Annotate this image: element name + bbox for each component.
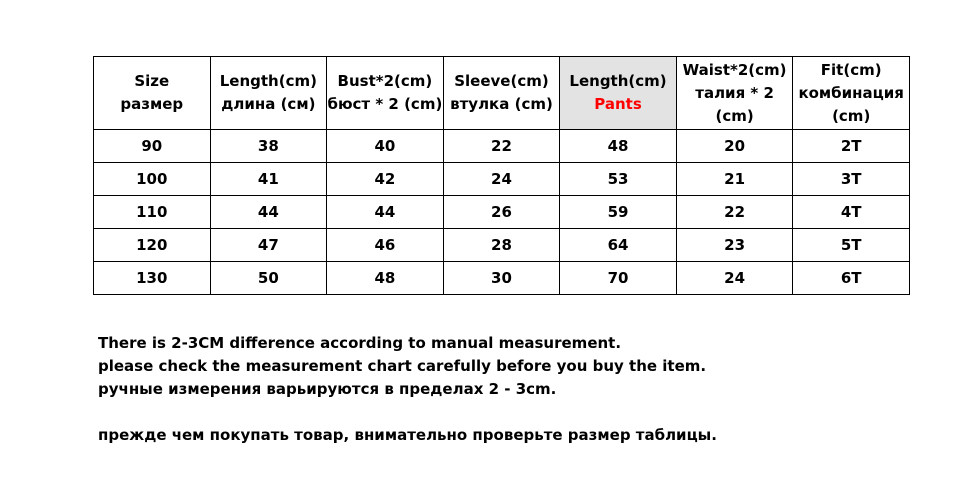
header-sleeve [443,57,560,130]
header-length-ru: длина (см) [221,95,316,113]
note-check-chart: please check the measurement chart carefully before you buy the item. [98,357,707,375]
cell-fit: 3T [793,163,910,196]
cell-size: 120 [94,229,211,262]
cell-size: 130 [94,262,211,295]
cell-length: 50 [210,262,327,295]
header-pants-label: Pants [594,95,642,113]
cell-sleeve: 26 [443,196,560,229]
cell-fit: 4T [793,196,910,229]
header-waist [676,57,793,130]
header-fit-en: Fit(cm) [820,60,882,79]
cell-fit: 2T [793,130,910,163]
cell-waist: 21 [676,163,793,196]
measurement-notes [98,332,717,447]
cell-sleeve: 22 [443,130,560,163]
cell-waist: 24 [676,262,793,295]
cell-waist: 23 [676,229,793,262]
header-fit-unit: (cm) [832,106,871,125]
cell-bust: 40 [327,130,444,163]
cell-waist: 22 [676,196,793,229]
cell-sleeve: 24 [443,163,560,196]
header-size-ru: размер [120,95,184,113]
cell-fit: 5T [793,229,910,262]
header-length [210,57,327,130]
note-spacer [98,401,717,424]
cell-sleeve: 30 [443,262,560,295]
cell-bust: 42 [327,163,444,196]
cell-pants-length: 70 [560,262,677,295]
header-bust [327,57,444,130]
note-check-chart-ru: прежде чем покупать товар, внимательно проверьте размер таблицы. [98,426,717,444]
cell-length: 47 [210,229,327,262]
header-length-en: Length(cm) [219,72,317,90]
cell-pants-length: 48 [560,130,677,163]
cell-fit: 6T [793,262,910,295]
header-row [94,57,910,130]
cell-pants-length: 64 [560,229,677,262]
header-pants-length-en: Length(cm) [569,72,667,90]
cell-length: 41 [210,163,327,196]
cell-pants-length: 59 [560,196,677,229]
table-row [94,229,910,262]
header-fit [793,57,910,130]
table-row [94,163,910,196]
cell-size: 110 [94,196,211,229]
table-row [94,130,910,163]
header-size-en: Size [134,72,170,90]
cell-pants-length: 53 [560,163,677,196]
cell-length: 38 [210,130,327,163]
header-bust-en: Bust*2(cm) [337,72,433,90]
header-bust-ru: бюст * 2 (cm) [327,95,443,113]
header-waist-unit: (cm) [715,106,754,125]
cell-sleeve: 28 [443,229,560,262]
cell-bust: 48 [327,262,444,295]
cell-length: 44 [210,196,327,229]
note-difference: There is 2-3CM difference according to manual measurement. [98,334,622,352]
note-difference-ru: ручные измерения варьируются в пределах 2 - 3cm. [98,380,557,398]
cell-size: 100 [94,163,211,196]
header-waist-ru: талия * 2 [695,83,774,102]
cell-size: 90 [94,130,211,163]
header-sleeve-en: Sleeve(cm) [454,72,549,90]
cell-bust: 44 [327,196,444,229]
size-chart-table [93,56,910,295]
cell-waist: 20 [676,130,793,163]
header-size [94,57,211,130]
header-waist-en: Waist*2(cm) [682,60,787,79]
header-pants-length [560,57,677,130]
header-sleeve-ru: втулка (cm) [450,95,553,113]
header-fit-ru: комбинация [798,83,904,102]
table-row [94,196,910,229]
cell-bust: 46 [327,229,444,262]
table-row [94,262,910,295]
